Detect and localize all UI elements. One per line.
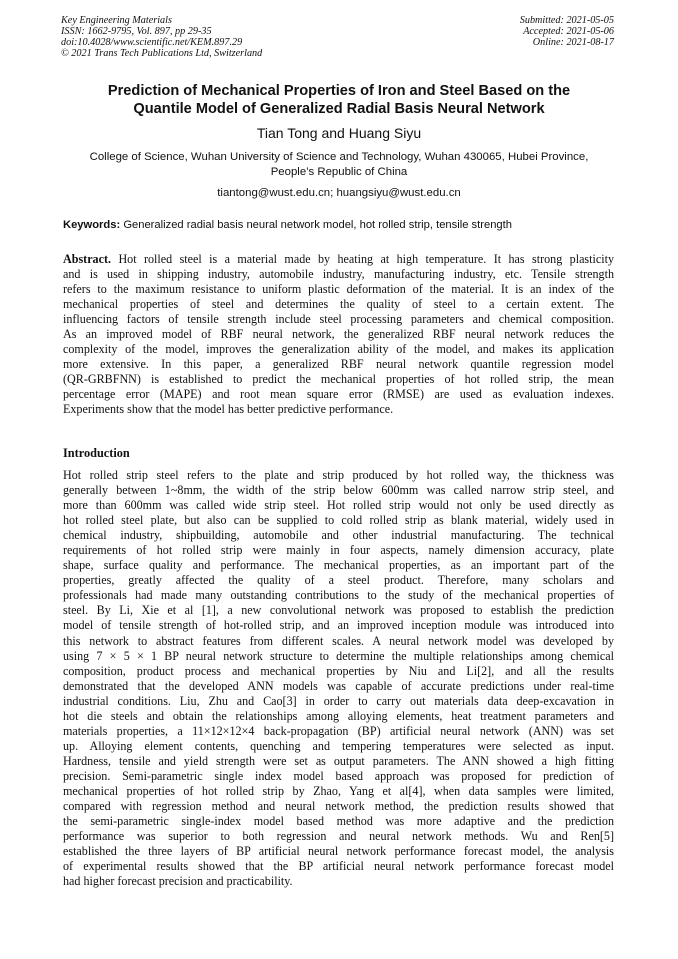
doi-line[interactable]: doi:10.4028/www.scientific.net/KEM.897.29 bbox=[61, 37, 243, 48]
accepted-date: Accepted: 2021-05-06 bbox=[523, 26, 614, 37]
introduction-line: materials properties, a 11×12×12×4 back-propagation (BP) artificial neural network (ANN) was set bbox=[63, 723, 614, 738]
abstract-line: complexity of the model, improves the generalization ability of the model, and makes its application bbox=[63, 342, 614, 357]
introduction-line: more than 600mm was called wide strip steel. Hot rolled strip would not only be used directly as bbox=[63, 498, 614, 513]
affiliation-line: College of Science, Wuhan University of Science and Technology, Wuhan 430065, Hubei Province, bbox=[89, 151, 589, 163]
introduction-line: industrial conditions. Liu, Zhu and Cao[3] in order to carry out materials data deep-excavation in bbox=[63, 693, 614, 708]
abstract-line: Experiments show that the model has better predictive performance. bbox=[63, 402, 394, 417]
abstract-line: influencing factors of tensile strength include steel processing parameters and chemical composition. bbox=[63, 312, 614, 327]
introduction-line: using 7 × 5 × 1 BP neural network structure to determine the multiple relationships among chemical bbox=[63, 648, 614, 663]
introduction-line: performance was superior to both regression and neural network methods. Wu and Ren[5] bbox=[63, 829, 614, 844]
abstract-line: As an improved model of RBF neural network, the generalized RBF neural network reduces the bbox=[63, 327, 614, 342]
introduction-line: shape, surface quality and performance. The mechanical properties, as an important part of the bbox=[63, 558, 614, 573]
introduction-line: Hardness, tensile and yield strength were set as output parameters. The ANN showed a high fitting bbox=[63, 753, 614, 768]
dates-header bbox=[520, 15, 614, 48]
introduction-line: composition, product process and mechanical properties by Niu and Li[2], and all the results bbox=[63, 663, 614, 678]
abstract-line: percentage error (MAPE) and root mean square error (RMSE) are used as evaluation indexes. bbox=[63, 387, 614, 402]
author-list: Tian Tong and Huang Siyu bbox=[256, 125, 422, 141]
introduction-line: precision. Semi-parametric single index model based approach was proposed for prediction of bbox=[63, 768, 614, 783]
introduction-line: Hot rolled strip steel refers to the plate and strip produced by hot rolled way, the thickness was bbox=[63, 468, 614, 482]
keywords-text: Generalized radial basis neural network model, hot rolled strip, tensile strength bbox=[123, 219, 512, 231]
affiliation-line: People’s Republic of China bbox=[270, 165, 408, 178]
abstract-line: more extensive. In this paper, a generalized RBF neural network quantile regression model bbox=[63, 357, 614, 372]
abstract-first-line: Hot rolled steel is a material made by heating at high temperature. It has strong plasticity bbox=[118, 252, 614, 266]
introduction-line: up. Alloying element contents, quenching and tempering temperatures were selected as input. bbox=[63, 738, 614, 753]
introduction-line: properties, greatly affected the quality of a steel product. Therefore, many scholars and bbox=[63, 573, 614, 588]
introduction-line: demonstrated that the developed ANN models was capable of accurate predictions under real-time bbox=[63, 678, 614, 693]
abstract bbox=[63, 252, 614, 418]
introduction-line: steel. By Li, Xie et al [1], a new convolutional network was proposed to establish the prediction bbox=[63, 603, 614, 618]
copyright-line: © 2021 Trans Tech Publications Ltd, Switzerland bbox=[61, 48, 263, 59]
journal-header bbox=[61, 15, 262, 59]
introduction-line: generally between 1~8mm, the width of the strip below 600mm was called narrow strip steel, and bbox=[63, 483, 614, 498]
issn-line: ISSN: 1662-9795, Vol. 897, pp 29-35 bbox=[61, 26, 212, 37]
introduction-line: this network to abstract features from different scales. A neural network model was developed by bbox=[63, 633, 614, 648]
abstract-line bbox=[63, 252, 614, 267]
abstract-line: (QR-GRBFNN) is established to predict the mechanical properties of hot rolled strip, the mean bbox=[63, 372, 614, 387]
online-date: Online: 2021-08-17 bbox=[532, 37, 614, 48]
introduction-line: compared with regression method and neural network method, the prediction results showed that bbox=[63, 799, 614, 814]
abstract-line: and is used in shipping industry, automobile industry, manufacturing industry, etc. Tensile strength bbox=[63, 267, 614, 282]
title-line: Prediction of Mechanical Properties of Iron and Steel Based on the bbox=[107, 83, 571, 99]
introduction-line: professionals had made many outstanding contributions to the study of the mechanical properties of bbox=[63, 588, 614, 603]
introduction-line: had higher forecast precision and practicability. bbox=[63, 874, 293, 889]
introduction-line: model of tensile strength of hot-rolled strip, and an improved inception module was introduced into bbox=[63, 618, 614, 633]
introduction-line: hot die steels and obtain the relationships among alloying elements, heat treatment parameters and bbox=[63, 708, 614, 723]
introduction-line: requirements of hot rolled strip were mainly in four aspects, namely dimension accuracy, plate bbox=[63, 543, 614, 558]
introduction-line: hot rolled steel plate, but also can be supplied to cold rolled strip as blank material, widely used in bbox=[63, 513, 614, 528]
submitted-date: Submitted: 2021-05-05 bbox=[519, 15, 614, 26]
abstract-line: mechanical properties of steel and determines the quality of steel to a certain extent. The bbox=[63, 297, 614, 312]
introduction-line: mechanical properties of hot rolled strip by Zhao, Yang et al[4], when data samples were limited, bbox=[63, 783, 614, 798]
introduction-line: the semi-parametric single-index model based method was more adaptive and the prediction bbox=[63, 814, 614, 829]
introduction-heading: Introduction bbox=[63, 446, 130, 460]
abstract-line: refers to the maximum resistance to uniform plastic deformation of the material. It is an index of the bbox=[63, 282, 614, 297]
journal-name: Key Engineering Materials bbox=[61, 15, 172, 26]
introduction-line: established the three layers of BP artificial neural network performance forecast model, the analysis bbox=[63, 844, 614, 859]
title-line: Quantile Model of Generalized Radial Basis Neural Network bbox=[133, 101, 545, 117]
introduction-line: of experimental results showed that the BP artificial neural network performance forecast model bbox=[63, 859, 614, 874]
introduction-body bbox=[63, 468, 614, 889]
paper-title bbox=[40, 82, 638, 118]
author-emails[interactable]: tiantong@wust.edu.cn; huangsiyu@wust.edu.cn bbox=[217, 187, 461, 199]
introduction-line: chemical industry, shipbuilding, automobile and other industrial manufacturing. The technical bbox=[63, 528, 614, 543]
abstract-label: Abstract. bbox=[63, 252, 112, 266]
affiliation bbox=[55, 150, 623, 179]
keywords bbox=[63, 218, 623, 232]
keywords-label: Keywords: bbox=[63, 219, 121, 231]
